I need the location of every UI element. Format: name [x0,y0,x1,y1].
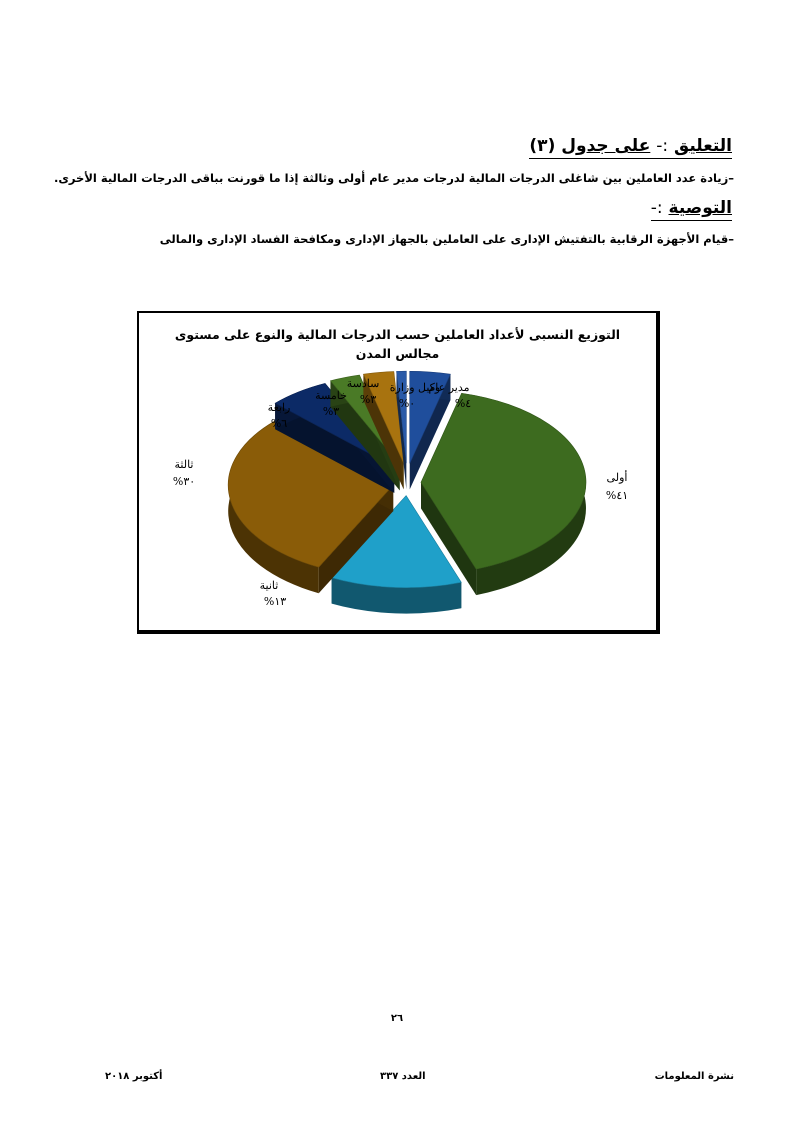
slice-label-percent-5: %٣ [322,405,340,418]
slice-label-name-6: سادسة [346,377,380,390]
comment-text: –زيادة عدد العاملين بين شاغلى الدرجات المالية لدرجات مدير عام أولى وثالثة إذا ما قورنت بباقى الدرجات المالية الأخرى. [53,171,734,185]
slice-label-name-2: ثانية [259,579,279,592]
recommendation-heading [651,198,732,221]
slice-label-name-0: مدير عام [428,381,470,394]
recommendation-heading-sep: :- [650,198,663,218]
footer-date: أكتوبر ٢٠١٨ [105,1071,163,1082]
recommendation-heading-main: التوصية [668,198,732,218]
slice-label-name-5: خامسة [315,389,347,402]
comment-heading-sep: :- [656,136,669,156]
footer-publication: نشرة المعلومات [654,1071,734,1082]
slice-label-percent-1: %٤١ [605,489,629,502]
comment-heading-main: التعليق [674,136,732,156]
slice-label-percent-2: %١٣ [263,595,287,608]
pie-chart-svg [139,313,654,626]
page-number: ٢٦ [390,1013,404,1024]
slice-label-percent-4: %٦ [270,417,288,430]
slice-label-name-4: رابعة [267,401,291,414]
slice-label-name-1: أولى [606,471,628,484]
slice-label-percent-3: %٣٠ [172,475,196,488]
chart-title-line1: التوزيع النسبى لأعداد العاملين حسب الدرجات المالية والنوع على مستوى [174,327,621,342]
chart-title-line2: مجالس المدن [355,346,440,361]
slice-label-percent-0: %٤ [454,397,472,410]
comment-heading-table-number: (٣) [529,136,556,156]
slice-label-name-7: وكيل وزارة [389,381,441,394]
recommendation-text: –قيام الأجهزة الرقابية بالتفتيش الإدارى على العاملين بالجهاز الإدارى ومكافحة الفساد الإدارى والمالى [159,232,734,246]
slice-label-name-3: ثالثة [174,458,194,471]
slice-label-percent-6: %٣ [359,393,377,406]
comment-heading-table: على جدول [561,136,651,156]
slice-label-percent-7: %٠ [398,397,416,410]
pie-chart [137,311,660,634]
footer-issue: العدد ٣٣٧ [380,1071,426,1082]
comment-heading [529,136,732,159]
